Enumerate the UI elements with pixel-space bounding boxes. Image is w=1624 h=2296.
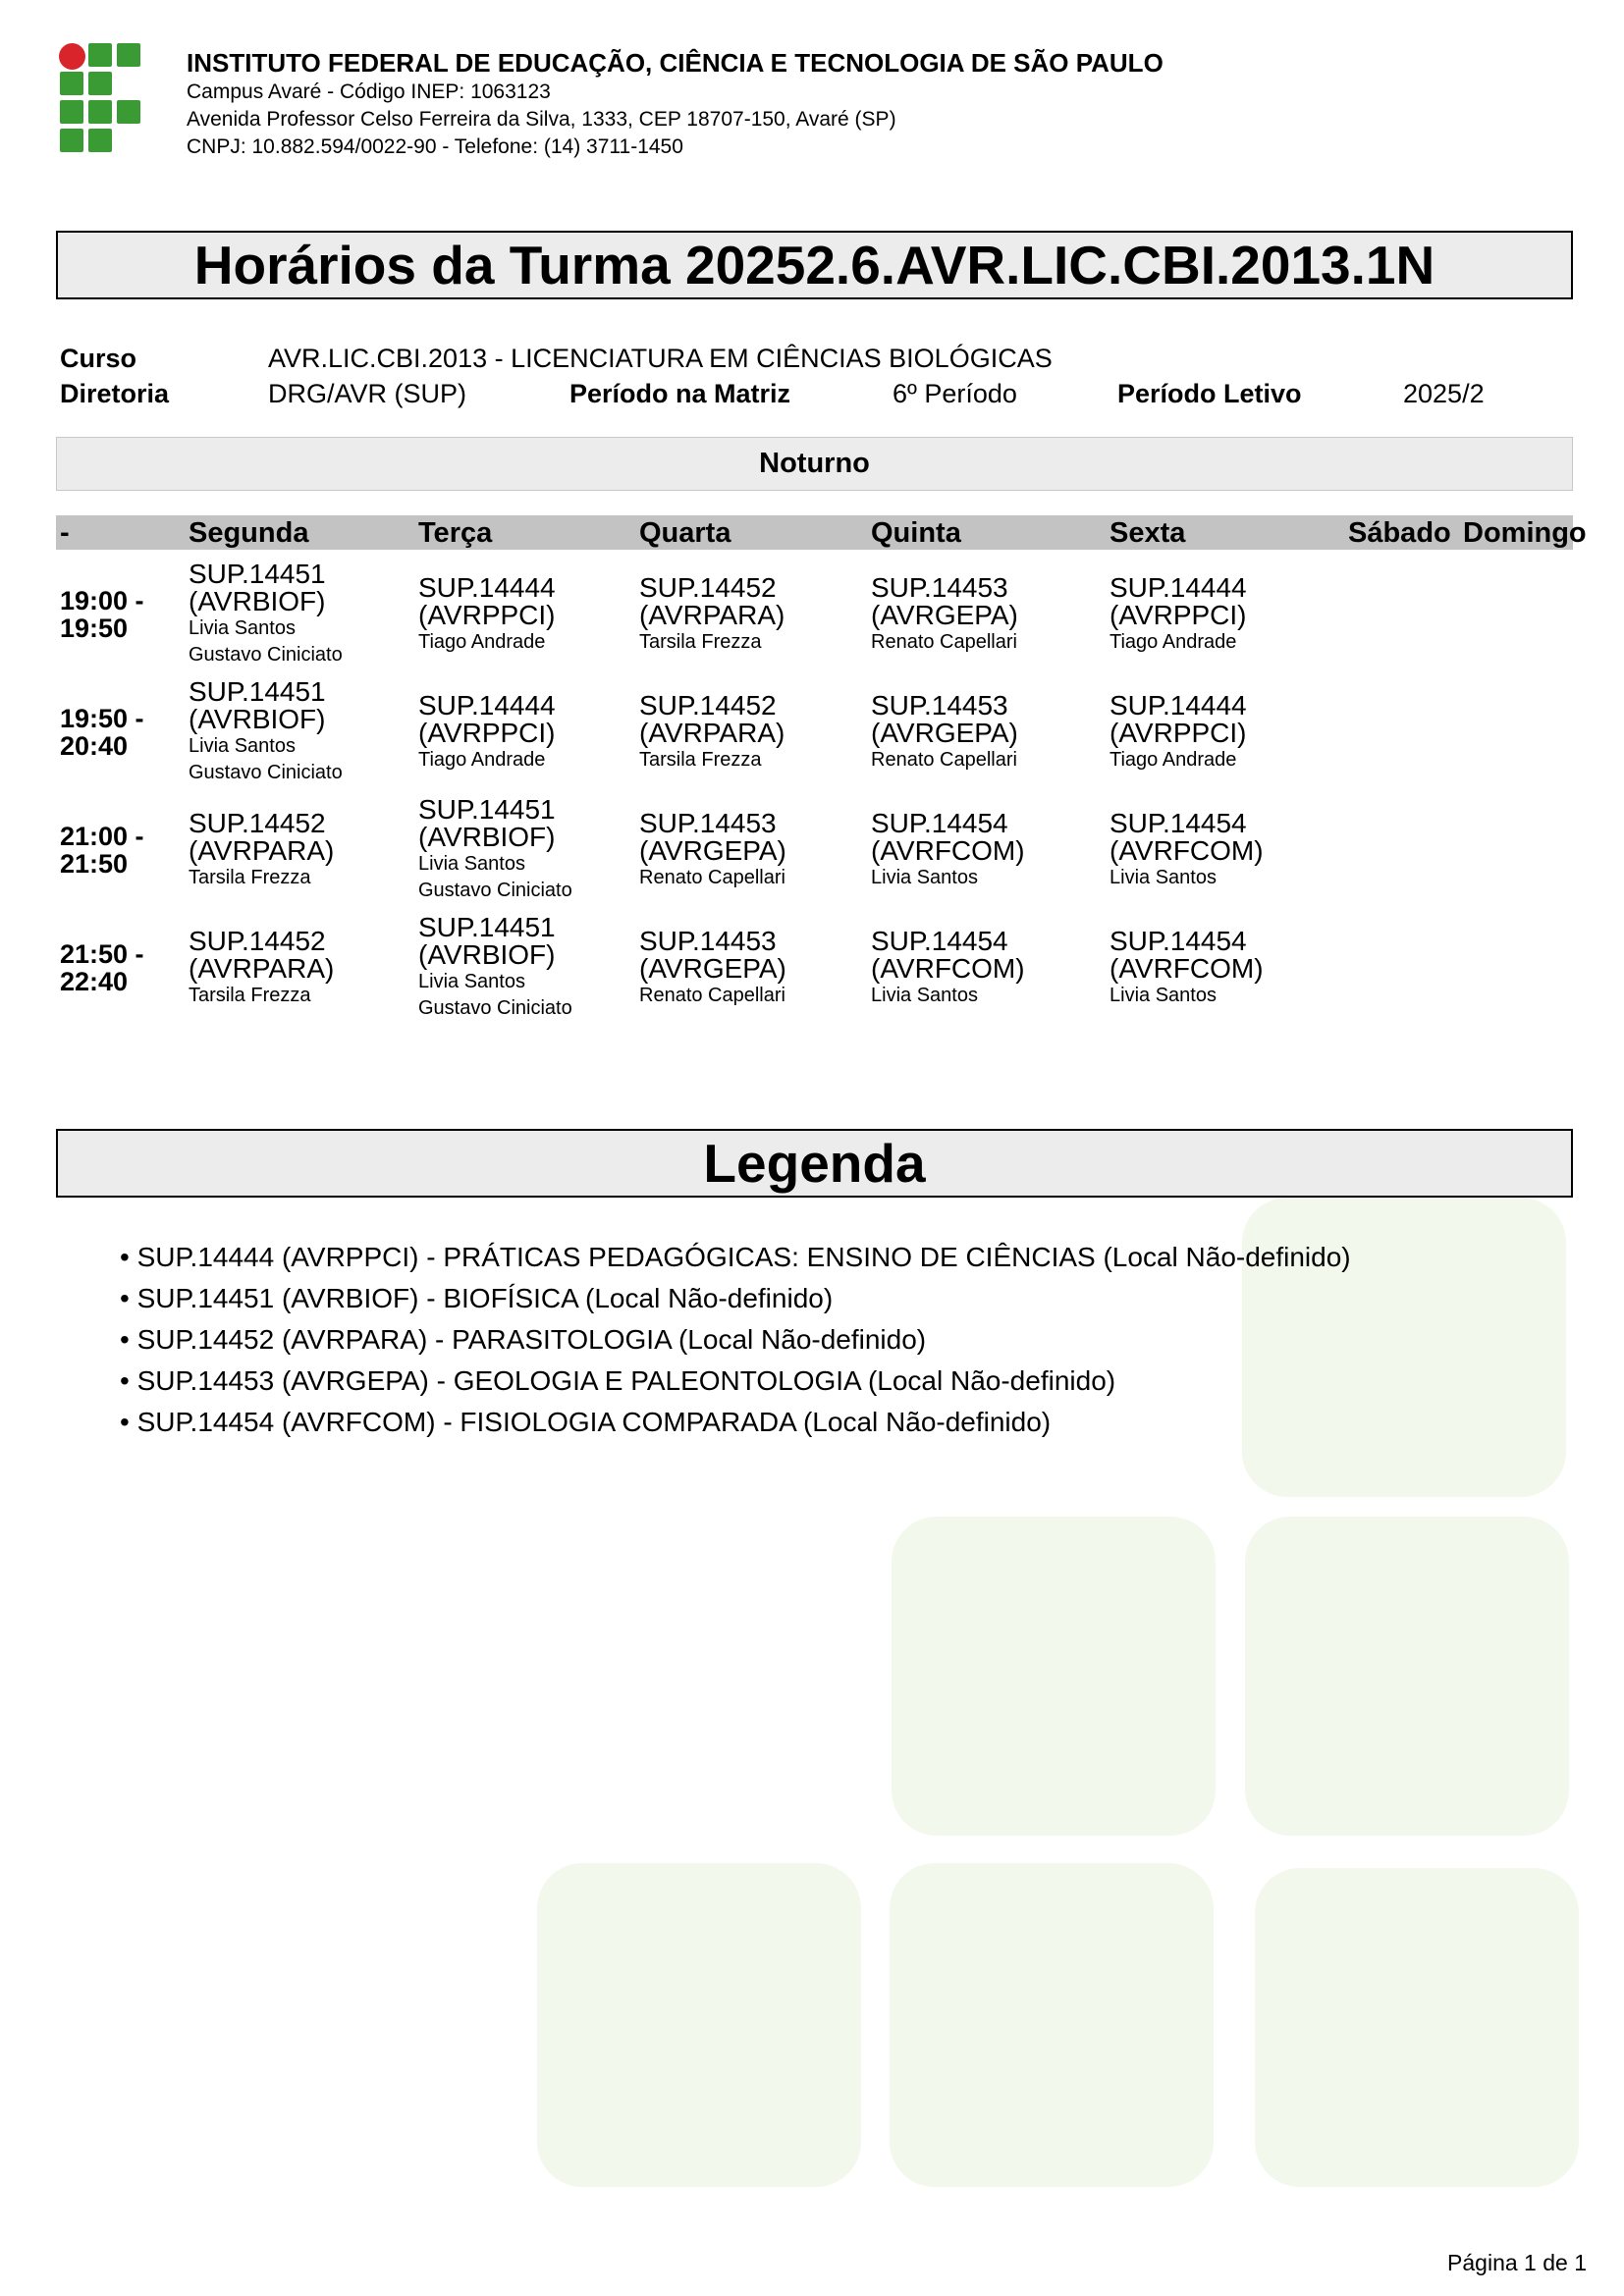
course-sigla: (AVRFCOM) xyxy=(1110,952,1264,984)
course-code: SUP.14453 xyxy=(871,689,1008,721)
header-quarta: Quarta xyxy=(639,517,731,549)
schedule-cell xyxy=(418,914,644,1022)
legend-title: Legenda xyxy=(56,1129,1573,1198)
professor-name: Livia Santos xyxy=(871,866,978,888)
professor-name: Tiago Andrade xyxy=(418,630,546,653)
professor-name: Livia Santos xyxy=(189,735,296,757)
course-code: SUP.14451 xyxy=(418,794,556,825)
address-line: Avenida Professor Celso Ferreira da Silva, 1333, CEP 18707-150, Avaré (SP) xyxy=(187,108,896,131)
campus-line: Campus Avaré - Código INEP: 1063123 xyxy=(187,80,551,103)
time-slot xyxy=(60,823,168,878)
professor-name: Tiago Andrade xyxy=(418,748,546,771)
schedule-cell xyxy=(418,689,644,774)
course-sigla: (AVRGEPA) xyxy=(871,599,1018,630)
time-slot-line: 19:00 - xyxy=(60,586,144,615)
course-code: SUP.14452 xyxy=(639,571,777,603)
legend-item: • SUP.14451 (AVRBIOF) - BIOFÍSICA (Local Não-definido) xyxy=(120,1283,834,1313)
professor-name: Tarsila Frezza xyxy=(189,866,311,888)
course-sigla: (AVRPARA) xyxy=(639,599,785,630)
time-slot-line: 19:50 - xyxy=(60,704,144,733)
watermark-square xyxy=(890,1863,1214,2187)
schedule-cell xyxy=(189,807,414,891)
diretoria-label: Diretoria xyxy=(60,379,170,408)
legend-item: • SUP.14453 (AVRGEPA) - GEOLOGIA E PALEONTOLOGIA (Local Não-definido) xyxy=(120,1365,1116,1396)
professor-name: Livia Santos xyxy=(418,853,525,875)
time-slot xyxy=(60,587,168,642)
course-sigla: (AVRPPCI) xyxy=(1110,599,1247,630)
professor-name: Gustavo Ciniciato xyxy=(418,997,572,1019)
watermark-square xyxy=(1245,1517,1569,1836)
course-code: SUP.14444 xyxy=(1110,689,1247,721)
course-sigla: (AVRPPCI) xyxy=(1110,717,1247,748)
periodo-matriz-label: Período na Matriz xyxy=(569,379,791,408)
periodo-letivo-value: 2025/2 xyxy=(1403,379,1485,408)
professor-name: Tarsila Frezza xyxy=(189,984,311,1006)
course-code: SUP.14453 xyxy=(871,571,1008,603)
professor-name: Tarsila Frezza xyxy=(639,748,762,771)
time-slot-line: 22:40 xyxy=(60,967,129,996)
course-sigla: (AVRBIOF) xyxy=(189,586,326,616)
header-quinta: Quinta xyxy=(871,517,961,549)
header-time: - xyxy=(60,517,70,549)
legend-item: • SUP.14454 (AVRFCOM) - FISIOLOGIA COMPARADA (Local Não-definido) xyxy=(120,1407,1052,1437)
schedule-cell xyxy=(1110,689,1335,774)
header-sabado: Sábado xyxy=(1348,517,1451,549)
course-sigla: (AVRFCOM) xyxy=(1110,834,1264,866)
course-sigla: (AVRPARA) xyxy=(189,952,335,984)
time-slot-line: 19:50 xyxy=(60,614,129,643)
professor-name: Gustavo Ciniciato xyxy=(189,644,343,666)
course-sigla: (AVRFCOM) xyxy=(871,834,1025,866)
schedule-cell xyxy=(418,796,644,904)
professor-name: Tiago Andrade xyxy=(1110,748,1237,771)
header-sexta: Sexta xyxy=(1110,517,1186,549)
contact-line: CNPJ: 10.882.594/0022-90 - Telefone: (14) 3711-1450 xyxy=(187,135,683,158)
schedule-cell xyxy=(189,925,414,1009)
course-sigla: (AVRBIOF) xyxy=(418,939,556,970)
professor-name: Renato Capellari xyxy=(639,984,785,1006)
time-slot-line: 20:40 xyxy=(60,731,129,761)
course-sigla: (AVRBIOF) xyxy=(418,822,556,852)
course-sigla: (AVRPARA) xyxy=(639,717,785,748)
schedule-cell xyxy=(639,925,865,1009)
course-sigla: (AVRGEPA) xyxy=(639,952,786,984)
course-sigla: (AVRFCOM) xyxy=(871,952,1025,984)
professor-name: Gustavo Ciniciato xyxy=(418,880,572,901)
course-code: SUP.14444 xyxy=(418,571,556,603)
course-code: SUP.14453 xyxy=(639,925,777,956)
course-code: SUP.14444 xyxy=(1110,571,1247,603)
institution-logo-icon xyxy=(56,41,142,153)
schedule-cell xyxy=(871,807,1097,891)
course-code: SUP.14453 xyxy=(639,807,777,838)
course-sigla: (AVRBIOF) xyxy=(189,704,326,734)
course-sigla: (AVRGEPA) xyxy=(871,717,1018,748)
schedule-cell xyxy=(871,571,1097,656)
header-domingo: Domingo xyxy=(1463,517,1587,549)
header-terca: Terça xyxy=(418,517,493,549)
course-code: SUP.14454 xyxy=(1110,807,1247,838)
watermark-square xyxy=(537,1863,861,2187)
course-code: SUP.14451 xyxy=(189,676,326,707)
course-sigla: (AVRPARA) xyxy=(189,834,335,866)
page-title: Horários da Turma 20252.6.AVR.LIC.CBI.2013.1N xyxy=(56,231,1573,299)
course-sigla: (AVRPPCI) xyxy=(418,717,556,748)
schedule-cell xyxy=(1110,925,1335,1009)
schedule-cell xyxy=(639,571,865,656)
course-code: SUP.14454 xyxy=(871,925,1008,956)
curso-value: AVR.LIC.CBI.2013 - LICENCIATURA EM CIÊNCIAS BIOLÓGICAS xyxy=(268,344,1053,373)
professor-name: Renato Capellari xyxy=(871,748,1017,771)
course-code: SUP.14444 xyxy=(418,689,556,721)
course-code: SUP.14452 xyxy=(189,925,326,956)
schedule-cell xyxy=(418,571,644,656)
time-slot xyxy=(60,705,168,760)
legend-list xyxy=(120,1237,1351,1443)
professor-name: Renato Capellari xyxy=(639,866,785,888)
watermark-square xyxy=(1255,1868,1579,2187)
professor-name: Gustavo Ciniciato xyxy=(189,762,343,783)
schedule-cell xyxy=(189,561,414,668)
page-number: Página 1 de 1 xyxy=(1447,2250,1587,2275)
time-slot-line: 21:50 xyxy=(60,849,129,879)
schedule-cell xyxy=(871,925,1097,1009)
periodo-letivo-label: Período Letivo xyxy=(1117,379,1302,408)
professor-name: Livia Santos xyxy=(1110,984,1217,1006)
schedule-cell xyxy=(871,689,1097,774)
turno-heading: Noturno xyxy=(56,437,1573,491)
time-slot-line: 21:50 - xyxy=(60,939,144,969)
professor-name: Tarsila Frezza xyxy=(639,630,762,653)
course-code: SUP.14454 xyxy=(1110,925,1247,956)
course-code: SUP.14451 xyxy=(418,912,556,942)
course-sigla: (AVRGEPA) xyxy=(639,834,786,866)
professor-name: Livia Santos xyxy=(189,617,296,639)
watermark-square xyxy=(892,1517,1216,1836)
institution-name: INSTITUTO FEDERAL DE EDUCAÇÃO, CIÊNCIA E TECNOLOGIA DE SÃO PAULO xyxy=(187,48,1164,78)
professor-name: Livia Santos xyxy=(1110,866,1217,888)
schedule-cell xyxy=(189,678,414,786)
time-slot-line: 21:00 - xyxy=(60,822,144,851)
course-code: SUP.14454 xyxy=(871,807,1008,838)
course-code: SUP.14452 xyxy=(639,689,777,721)
diretoria-value: DRG/AVR (SUP) xyxy=(268,379,467,408)
legend-item: • SUP.14452 (AVRPARA) - PARASITOLOGIA (Local Não-definido) xyxy=(120,1324,927,1355)
schedule-cell xyxy=(639,807,865,891)
schedule-cell xyxy=(1110,807,1335,891)
course-sigla: (AVRPPCI) xyxy=(418,599,556,630)
professor-name: Livia Santos xyxy=(418,971,525,992)
professor-name: Livia Santos xyxy=(871,984,978,1006)
header-segunda: Segunda xyxy=(189,517,309,549)
time-slot xyxy=(60,940,168,995)
course-code: SUP.14452 xyxy=(189,807,326,838)
periodo-matriz-value: 6º Período xyxy=(893,379,1017,408)
legend-item: • SUP.14444 (AVRPPCI) - PRÁTICAS PEDAGÓGICAS: ENSINO DE CIÊNCIAS (Local Não-definido) xyxy=(120,1242,1351,1272)
course-code: SUP.14451 xyxy=(189,559,326,589)
professor-name: Renato Capellari xyxy=(871,630,1017,653)
curso-label: Curso xyxy=(60,344,137,373)
schedule-cell xyxy=(1110,571,1335,656)
schedule-table-header xyxy=(56,515,1587,550)
professor-name: Tiago Andrade xyxy=(1110,630,1237,653)
schedule-cell xyxy=(639,689,865,774)
